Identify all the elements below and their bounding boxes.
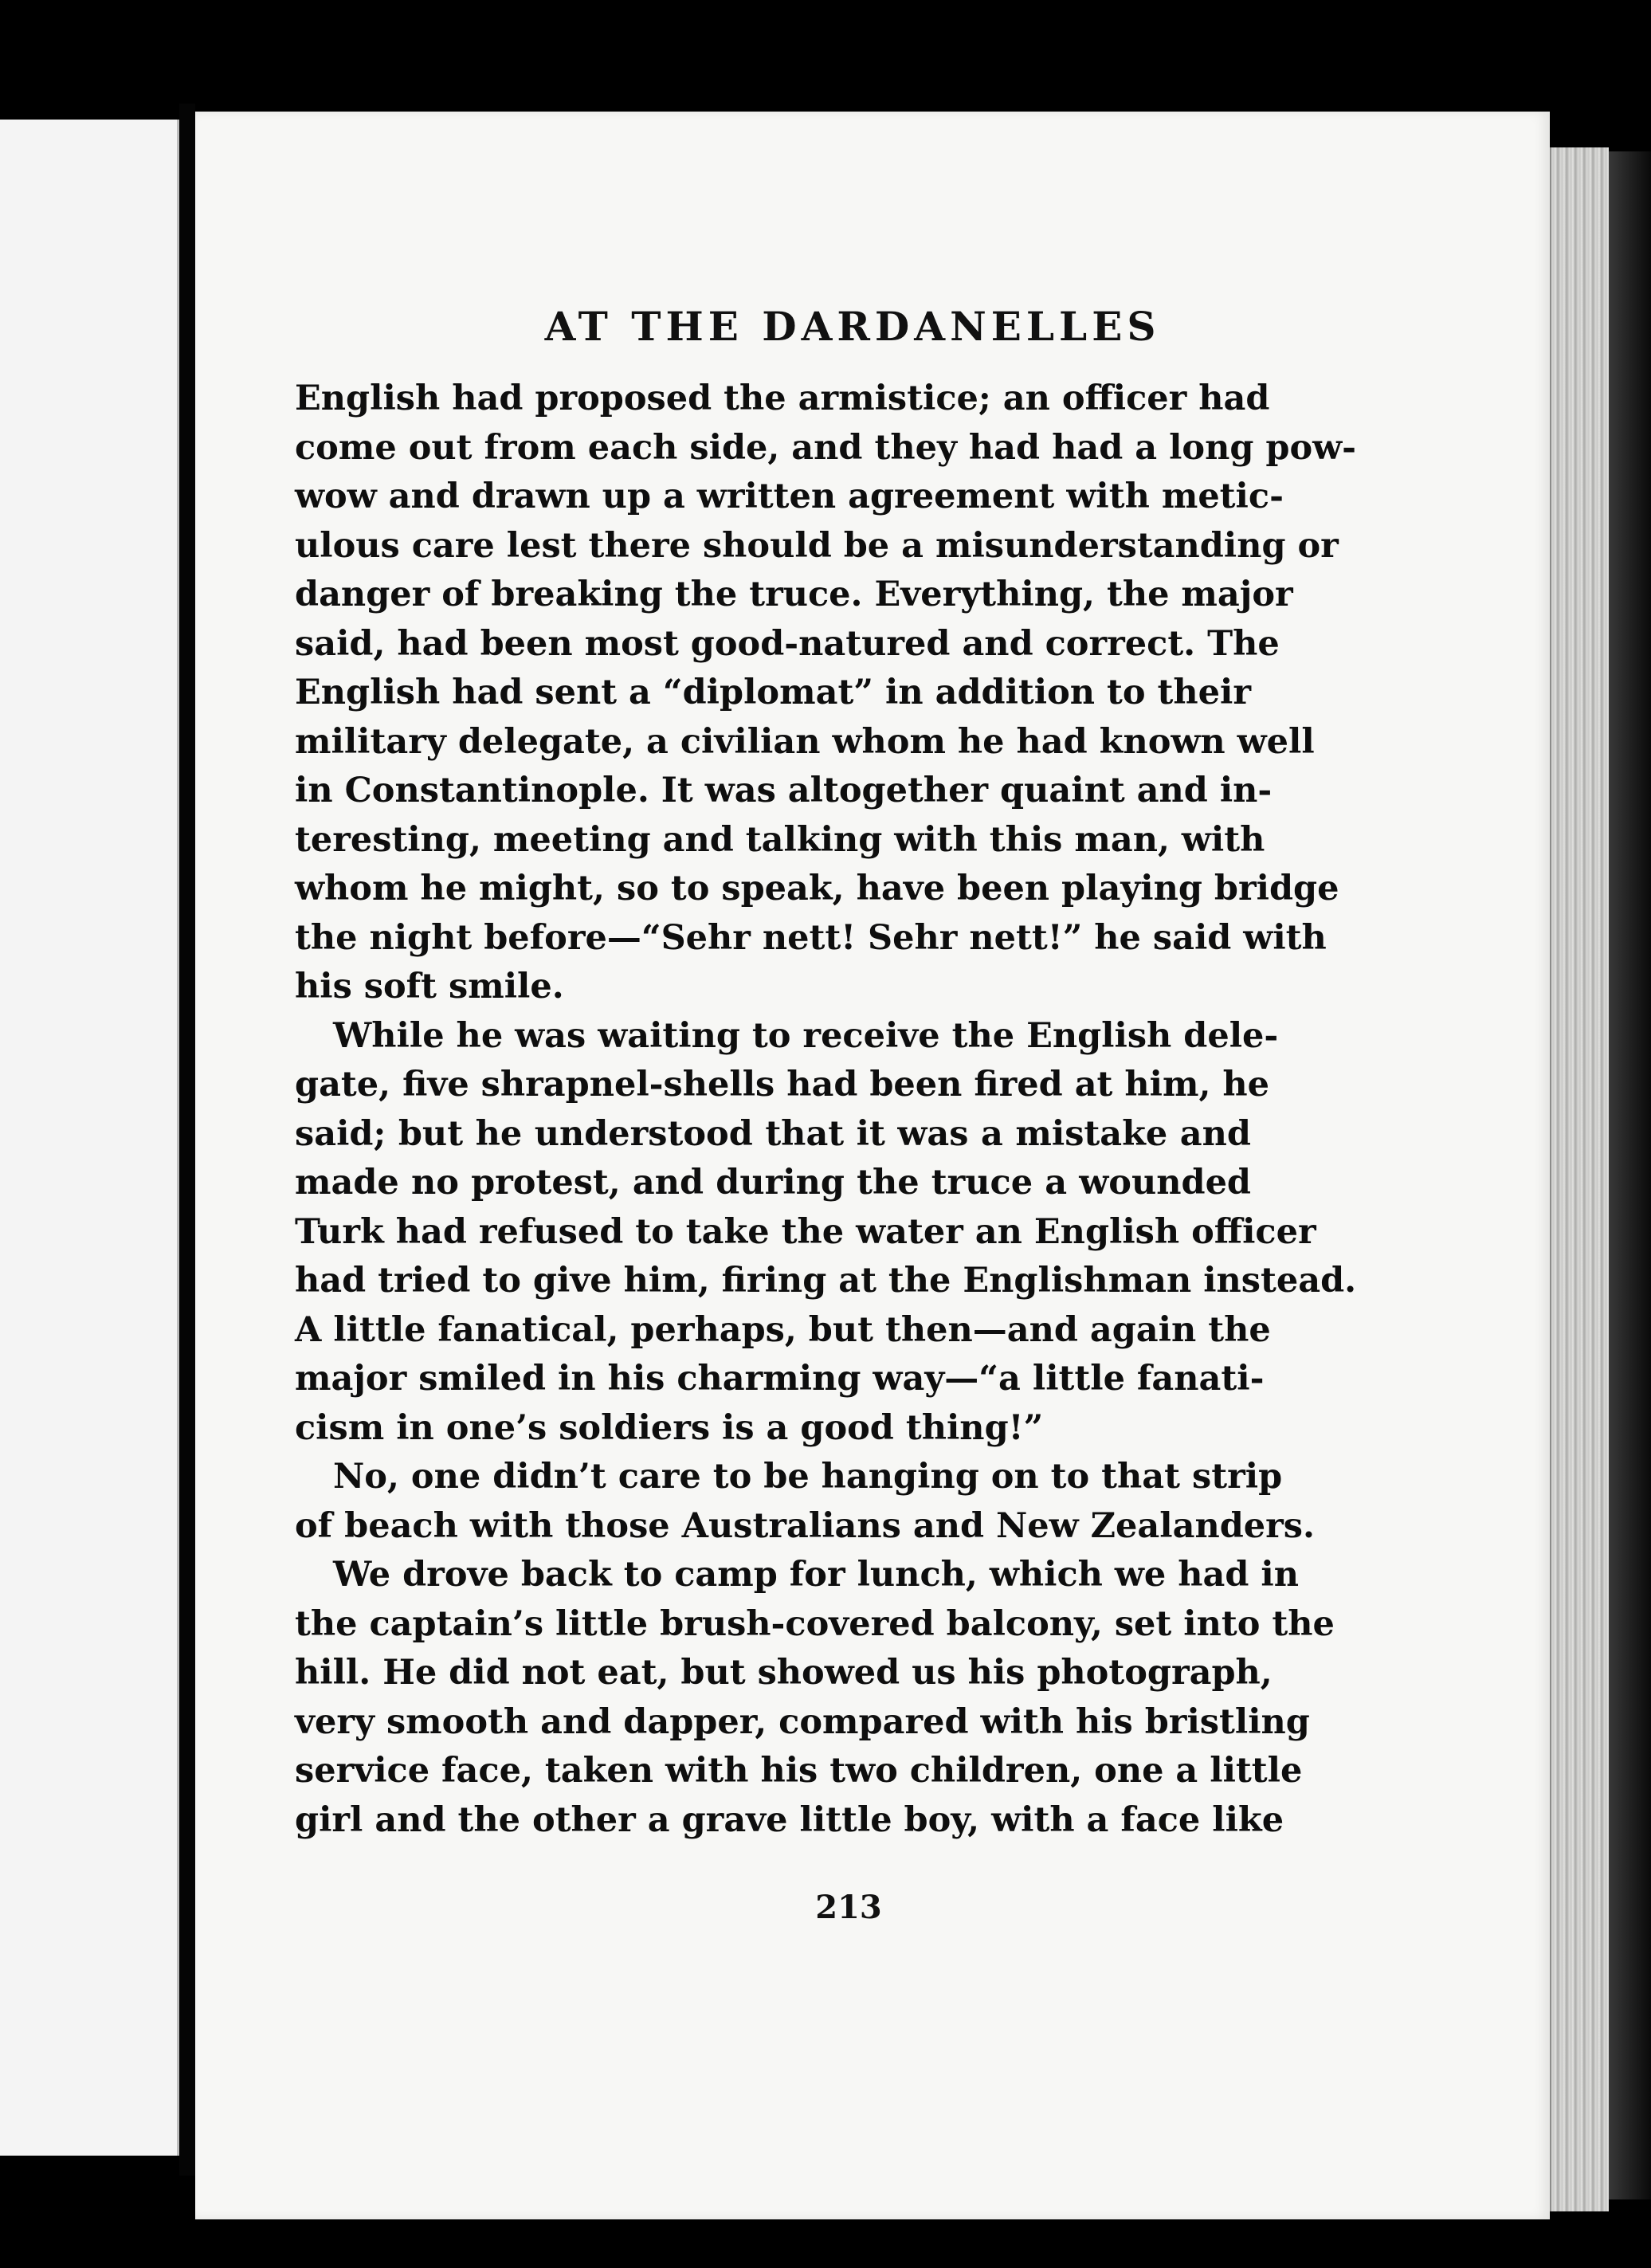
text-line: made no protest, and during the truce a wounded [295,1163,1251,1203]
book-edge-shadow [1607,151,1651,2199]
text-line: girl and the other a grave little boy, with a face like [295,1799,1284,1840]
text-line: service face, taken with his two children, one a little [295,1751,1303,1791]
text-line: military delegate, a civilian whom he had known well [295,721,1315,762]
text-line: A little fanatical, perhaps, but then—and again the [295,1309,1271,1350]
text-line: gate, five shrapnel-shells had been fired at him, he [295,1065,1270,1105]
text-line: Turk had refused to take the water an English officer [295,1211,1316,1252]
left-page-edge [0,120,179,2156]
text-line: No, one didn’t care to be hanging on to that strip [333,1457,1283,1497]
text-line: come out from each side, and they had had a long pow- [295,427,1356,468]
page-number: 213 [815,1889,882,1926]
text-line: ulous care lest there should be a misunderstanding or [295,525,1339,566]
text-line: in Constantinople. It was altogether quaint and in- [295,771,1273,810]
text-line: English had proposed the armistice; an officer had [295,379,1270,418]
text-line: wow and drawn up a written agreement with metic- [295,477,1284,516]
text-line: the night before—“Sehr nett! Sehr nett!” he said with [295,917,1327,958]
text-line: the captain’s little brush-covered balcony, set into the [295,1603,1335,1644]
text-line: whom he might, so to speak, have been playing bridge [295,869,1339,908]
body-text [295,375,1357,1845]
text-line: danger of breaking the truce. Everything, the major [295,575,1293,614]
text-line: English had sent a “diplomat” in addition to their [295,673,1252,712]
text-line: We drove back to camp for lunch, which we had in [333,1555,1299,1595]
text-line: While he was waiting to receive the English dele- [333,1015,1279,1056]
text-line: his soft smile. [295,967,564,1006]
text-line: hill. He did not eat, but showed us his photograph, [295,1653,1273,1693]
text-line: teresting, meeting and talking with this man, with [295,819,1265,860]
text-line: said; but he understood that it was a mistake and [295,1113,1251,1154]
text-line: very smooth and dapper, compared with his bristling [295,1701,1310,1742]
text-line: major smiled in his charming way—“a little fanati- [295,1359,1265,1399]
running-head: AT THE DARDANELLES [544,303,1161,350]
text-line: said, had been most good-natured and correct. The [295,623,1280,664]
book-binding [179,104,195,2176]
page-stack-edge [1550,147,1609,2211]
text-line: cism in one’s soldiers is a good thing!” [295,1407,1044,1448]
text-line: of beach with those Australians and New Zealanders. [295,1505,1315,1546]
text-line: had tried to give him, firing at the Englishman instead. [295,1261,1357,1301]
